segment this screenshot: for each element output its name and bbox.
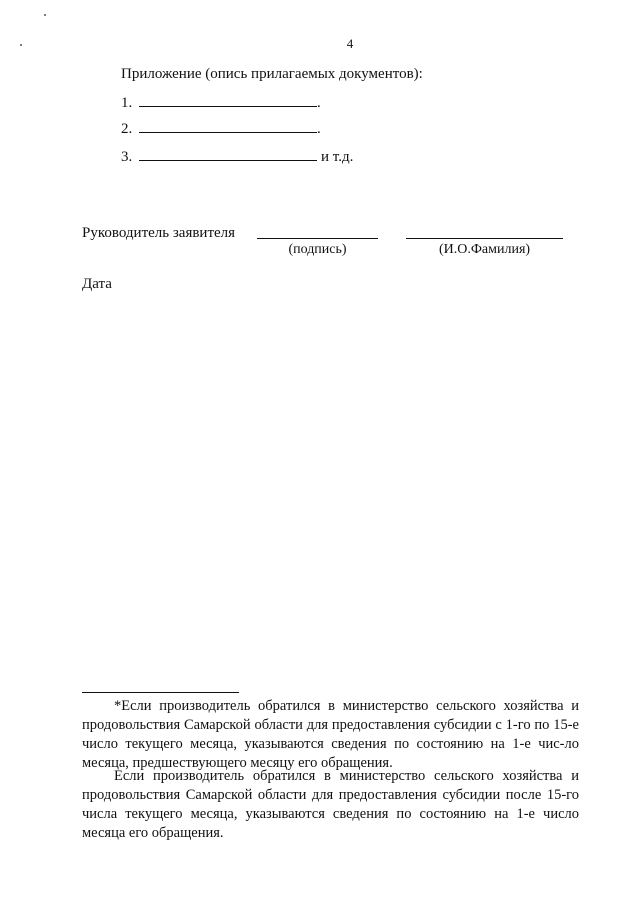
item-suffix: . — [317, 95, 321, 111]
scan-speck — [44, 14, 46, 16]
item-suffix: . — [317, 121, 321, 137]
attachment-item — [121, 146, 353, 166]
fill-in-line — [139, 146, 317, 161]
attachment-item — [121, 118, 321, 138]
attachment-item — [121, 92, 321, 112]
name-caption: (И.О.Фамилия) — [438, 242, 531, 257]
item-number: 3. — [121, 149, 133, 165]
head-of-applicant-label: Руководитель заявителя — [82, 225, 236, 241]
fill-in-line — [139, 92, 317, 107]
date-label: Дата — [82, 276, 112, 292]
scan-speck — [20, 44, 22, 46]
footnote-separator — [82, 692, 239, 693]
footnote-paragraph: Если производитель обратился в министерство сельского хозяйства и продовольствия Самарской области для предоставления субсидии после 15-го числа текущего месяца, указываются сведения по состоянию на 1-е число месяца его обращения. — [82, 768, 579, 841]
page-number: 4 — [346, 36, 354, 51]
attachment-title: Приложение (опись прилагаемых документов): — [121, 66, 423, 82]
item-number: 1. — [121, 95, 133, 111]
fill-in-line — [139, 118, 317, 133]
item-suffix: и т.д. — [321, 149, 354, 165]
signature-caption: (подпись) — [288, 242, 347, 257]
signature-line — [257, 238, 378, 239]
name-line — [406, 238, 563, 239]
footnote-paragraph: *Если производитель обратился в министерство сельского хозяйства и продовольствия Самарской области для предоставления субсидии с 1-го по 15-е число текущего месяца, указываются сведения по состоянию на 1-е чис-ло месяца, предшествующего месяцу его обращения. — [82, 698, 579, 771]
item-number: 2. — [121, 121, 133, 137]
